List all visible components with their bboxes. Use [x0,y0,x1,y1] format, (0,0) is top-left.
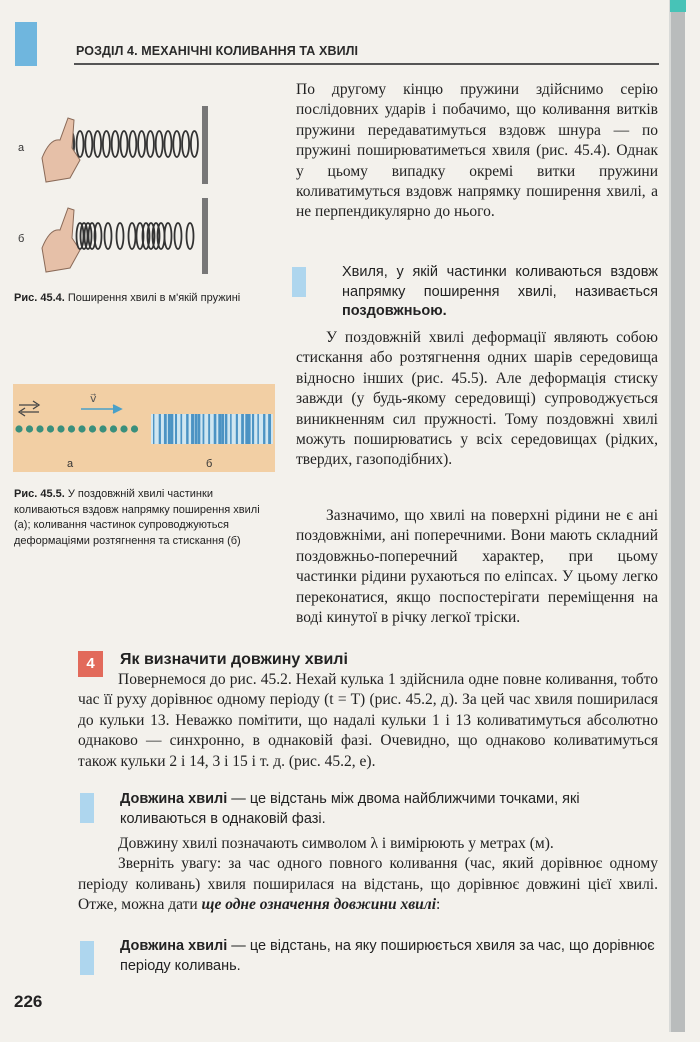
spring-coil [156,131,163,157]
stripe [236,414,238,444]
term-wavelength-2: Довжина хвилі [120,938,228,954]
spring-coil [105,223,112,249]
stripe [257,414,259,444]
paragraph-ball-oscillation: Повернемося до рис. 45.2. Нехай кулька 1 здійснила одне повне коливання, тобто час її руху дорівнює одному періоду (t = T) (рис. 45.2, д). За цей час хвиля поширилася до кульки 13. Неважко помітити, що надалі кульки 1 і 13 коливатимуться абсолютно однаково — синхронно, в однаковій фазі. Очевидно, що однаково коливатимуться також кульки 2 і 14, 3 і 15 і т. д. (рис. 45.2, е). [78,671,658,770]
particle [89,425,96,432]
spring-coil [129,223,136,249]
spring-coil [175,223,182,249]
definition-wavelength-2: Довжина хвилі — це відстань, на яку поширюється хвиля за час, що дорівнює періоду коливань. [120,938,655,974]
fig-45-4-label-b: б [18,233,25,245]
spring-coil [165,223,172,249]
particle [131,425,138,432]
stripe [221,414,224,444]
paragraph-spring-wave: По другому кінцю пружини здійснимо серію послідовних ударів і побачимо, що коливання витків пружини передаватимуться вздовж шнура — по пружині поширюватиметься хвиля (рис. 45.4). Однак у цьому випадку окремі витки пружини коливатимуться вздовж напрямку поширення хвилі, а не перпендикулярно до нього. [296,81,658,221]
page-edge-bar [669,0,685,1032]
definition-wavelength-1: Довжина хвилі — це відстань між двома найближчими точками, які коливаються в однаковій фазі. [120,791,580,827]
particle [15,425,22,432]
fig-45-5-caption-text: У поздовжній хвилі частинки коливаються вздовж напрямку поширення хвилі (а); коливання частинок супроводжуються деформаціями розтягнення та стискання (б) [14,488,260,547]
stripe [175,414,177,444]
wall-b [202,198,208,274]
spring-coil [121,131,128,157]
spring-coil [138,131,145,157]
spring-coil [129,131,136,157]
stripe [218,414,221,444]
paragraph-deformation: У поздовжній хвилі деформації являють собою стискання або розтягнення одних шарів середовища відносно інших (рис. 45.5). Але деформація стиску завжди (у будь-якому середовищі) супроводжується виникненням сил пружності. Тому поздовжні хвилі можуть поширюватись у всіх середовищах (рідких, твердих, газоподібних). [296,329,658,469]
definition-marker-3 [80,941,94,975]
spring-coil [112,131,119,157]
stripe [241,414,244,444]
stripe [191,414,194,444]
term-wavelength-1: Довжина хвилі [120,791,228,807]
spring-coil [182,131,189,157]
particle [78,425,85,432]
hand-b [42,208,80,272]
spring-coil [103,131,110,157]
stripe [180,414,182,444]
fig-45-4-caption-number: Рис. 45.4. [14,292,65,304]
particle [57,425,64,432]
fig-45-5-label-b: б [206,458,213,470]
fig-45-4-label-a: а [18,142,25,154]
spring-coil [85,131,92,157]
page-number: 226 [14,992,43,1011]
particle [120,425,127,432]
stripe [263,414,265,444]
particle [36,425,43,432]
particle [26,425,33,432]
spring-coil [165,131,172,157]
stripe [268,414,271,444]
stripe [248,414,251,444]
particle [99,425,106,432]
definition-marker [292,267,306,297]
spring-coil [191,131,198,157]
spring-coil [147,131,154,157]
stripe [164,414,167,444]
fig-45-5-label-a: а [67,458,74,470]
particle [68,425,75,432]
fig-45-5-velocity-label: v⃗ [90,393,97,405]
stripe [168,414,171,444]
spring-figure [40,98,220,278]
fig-45-5-caption-number: Рис. 45.5. [14,488,65,500]
running-header: РОЗДІЛ 4. МЕХАНІЧНІ КОЛИВАННЯ ТА ХВИЛІ [76,44,359,58]
term-longitudinal: поздовжньою. [342,303,447,319]
stripe [198,414,201,444]
emphasis-another-definition: ще одне означення довжини хвилі [201,896,437,914]
section-number-badge: 4 [78,651,103,677]
particle [47,425,54,432]
stripe [159,414,161,444]
paragraph-surface-waves: Зазначимо, що хвилі на поверхні рідини не є ані поздовжніми, ані поперечними. Вони мають складний поздовжньо-поперечний характер, при цьому частинки рідини рухаються по еліпсах. У цьому легко переконатися, якщо поспостерігати переміщення на воді кинутої в річку легкої тріски. [296,507,658,627]
longitudinal-wave-figure [13,384,275,472]
stripe [214,414,217,444]
fig-45-4-caption-text: Поширення хвилі в м'якій пружині [67,292,241,304]
stripe [195,414,198,444]
stripe [203,414,205,444]
definition-marker-2 [80,793,94,823]
paragraph-lambda: Довжину хвилі позначають символом λ і вимірюють у метрах (м). [118,835,554,852]
header-rule [74,63,659,65]
wall-a [202,106,208,184]
stripe [186,414,188,444]
stripe [225,414,227,444]
paragraph-note: Зверніть увагу: за час одного повного коливання (час, який дорівнює одному періоду коливань) хвиля поширилася на відстань, що дорівнює довжині цієї хвилі. Отже, можна дати ще одне означення довжини хвилі: [78,855,658,914]
stripe [230,414,232,444]
definition-longitudinal-wave: Хвиля, у якій частинки коливаються вздовж напрямку поширення хвилі, називається поздовжньою. [342,264,658,319]
particle [110,425,117,432]
stripe [252,414,254,444]
header-marker [15,22,37,66]
spring-coil [187,223,194,249]
stripe [208,414,210,444]
spring-coil [117,223,124,249]
stripe [171,414,174,444]
spring-coil [94,131,101,157]
spring-coil [173,131,180,157]
stripe [153,414,154,444]
spring-coil [77,131,84,157]
section-title: Як визначити довжину хвилі [120,651,348,668]
spring-coil [158,223,165,249]
